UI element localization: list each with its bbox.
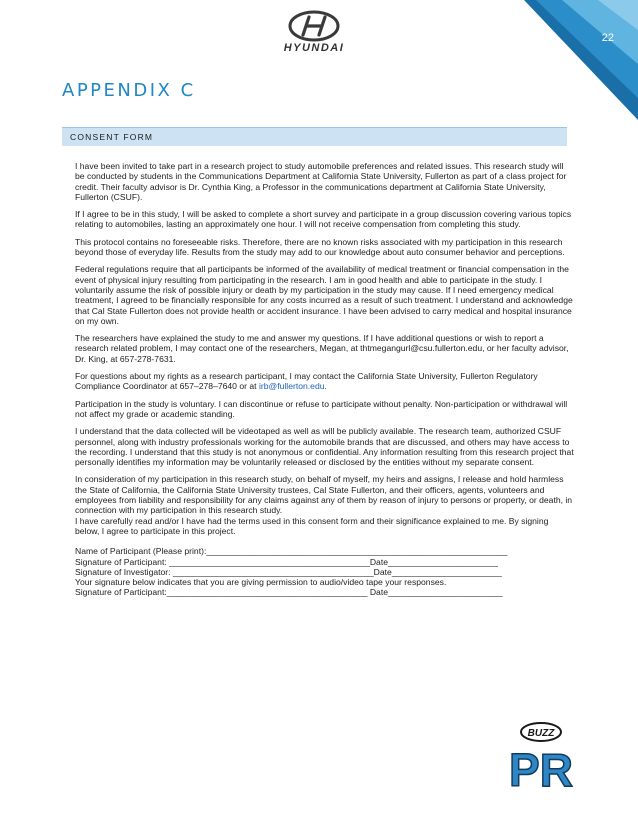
paragraph-release bbox=[75, 474, 575, 536]
paragraph-recording: I understand that the data collected will be videotaped as well as will be publicly available. The research team, authorized CSUF personnel, along with industry professionals working for the automobile brands that are discussed, and others may have access to the recording. I understand that this study is not anonymous or confidential. Any information resulting from this research project that personally identifies my information may be voluntarily released or disclosed by the entities without my separate consent. bbox=[75, 426, 574, 468]
corner-decoration bbox=[498, 0, 638, 120]
section-header-bar bbox=[62, 127, 567, 146]
pr-text: PR bbox=[509, 744, 573, 796]
paragraph-voluntary: Participation in the study is voluntary. I can discontinue or refuse to participate without penalty. Non-participation or withdrawal will not affect my grade or academic standing. bbox=[75, 398, 568, 419]
hyundai-wordmark: HYUNDAI bbox=[283, 42, 345, 54]
consent-form-body bbox=[75, 161, 575, 598]
section-title: CONSENT FORM bbox=[70, 132, 154, 142]
read-statement: I have carefully read and/or I have had the terms used in this consent form and their significance explained to me. By signing below, I agree to participate in this project. bbox=[75, 515, 549, 536]
paragraph-participation: If I agree to be in this study, I will be asked to complete a short survey and participate in a group discussion covering various topics relating to automobiles, lasting an approximately one hour. I will not receive compensation from completing this study. bbox=[75, 209, 572, 230]
appendix-title: APPENDIX C bbox=[62, 80, 196, 101]
buzz-text: BUZZ bbox=[527, 728, 555, 739]
name-line: Name of Participant (Please print):_______________________________________________________________ bbox=[75, 546, 508, 557]
permission-signature-line: Signature of Participant:__________________________________________ Date________________________ bbox=[75, 587, 503, 598]
release-text: In consideration of my participation in this research study, on behalf of myself, my heirs and assigns, I release and hold harmless the State of California, the California State University trustees, Cal State Fullerton, and their officers, agents, volunteers and employees from liability and responsibility for any claims against any of them by reason of injury to persons or property, or death, in connection with my participation in this research study. bbox=[75, 474, 573, 516]
participant-signature-line: Signature of Participant: __________________________________________Date_______________________ bbox=[75, 556, 498, 567]
paragraph-risks: This protocol contains no foreseeable risks. Therefore, there are no known risks associated with my participation in this research beyond those of everyday life. Results from the study may add to our knowledge about auto consumer behavior and perceptions. bbox=[75, 236, 565, 258]
signature-block bbox=[75, 546, 575, 597]
paragraph-invitation: I have been invited to take part in a research project to study automobile preferences and related issues. This research study will be conducted by students in the Communications Department at California State University, Fullerton as part of a class project for credit. Their faculty advisor is Dr. Cynthia King, a Professor in the communications department at California State University, Fullerton (CSUF). bbox=[75, 161, 567, 202]
permission-note: Your signature below indicates that you are giving permission to audio/video tape your responses. bbox=[75, 577, 447, 588]
investigator-signature-line: Signature of Investigator: __________________________________________Date_______________________ bbox=[75, 566, 502, 577]
page-number: 22 bbox=[601, 32, 614, 44]
paragraph-medical: Federal regulations require that all participants be informed of the availability of medical treatment or financial compensation in the event of physical injury resulting from participating in the research. I am in good health and able to participate in the study. I voluntarily assume the risk of possible injury or death by my participation in the study may cause. If I need emergency medical treatment, I agreed to be financially responsible for any costs incurred as a result of such treatment. I understand and acknowledge that Cal State Fullerton does not provide health or accident insurance. I have been advised to carry medical and hospital insurance on my own. bbox=[75, 264, 573, 326]
hyundai-emblem-icon bbox=[288, 10, 340, 42]
rights-text: For questions about my rights as a research participant, I may contact the California State University, Fullerton Regulatory Compliance Coordinator at 657–278–7640 or at bbox=[75, 371, 538, 392]
buzz-pr-logo bbox=[509, 720, 573, 804]
hyundai-logo bbox=[276, 10, 352, 64]
paragraph-rights bbox=[75, 371, 575, 392]
irb-email-link[interactable]: irb@fullerton.edu bbox=[258, 381, 325, 392]
paragraph-contact: The researchers have explained the study to me and answer my questions. If I have additional questions or wish to report a research related problem, I may contact one of the researchers, Megan, at thtmegangurl@csu.fullerton.edu, or her faculty advisor, Dr. King, at 657-278-7631. bbox=[75, 333, 569, 364]
rights-end: . bbox=[324, 381, 327, 392]
